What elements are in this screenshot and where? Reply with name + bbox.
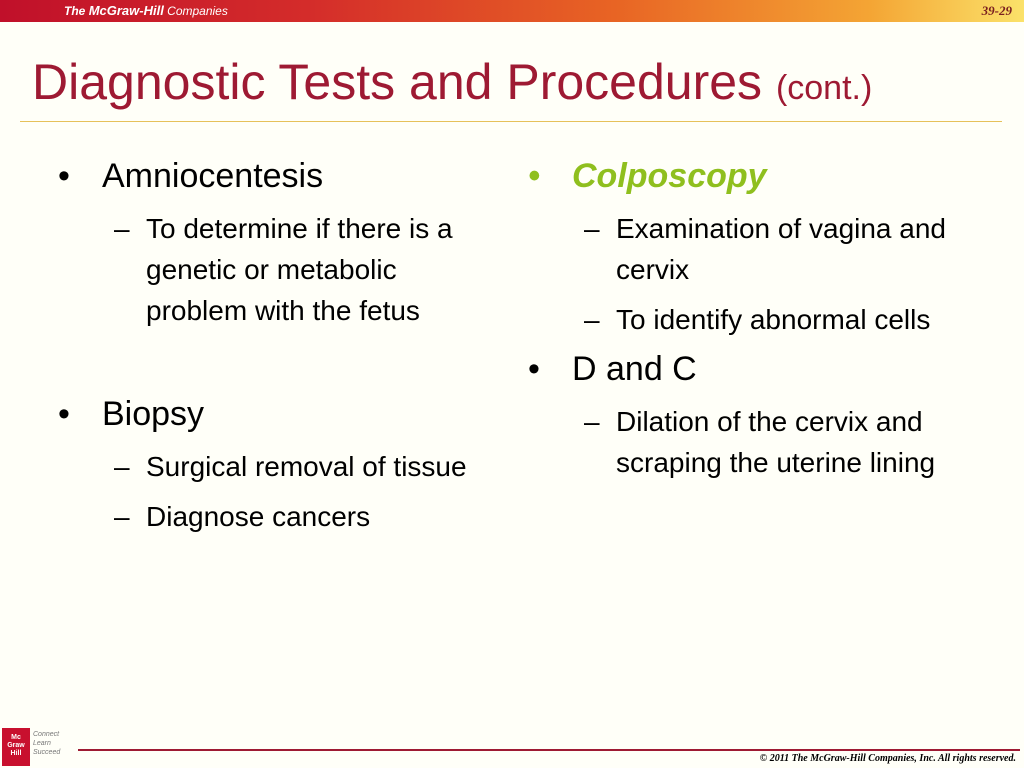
sub-bullet-text: To determine if there is a genetic or metabolic problem with the fetus bbox=[146, 213, 453, 326]
publisher-brand bbox=[64, 3, 228, 18]
logo-text-line: Hill bbox=[10, 750, 22, 757]
sub-bullet-text: Examination of vagina and cervix bbox=[616, 213, 946, 285]
dash-icon: – bbox=[584, 304, 600, 335]
bullet-icon: • bbox=[58, 157, 70, 195]
right-column bbox=[528, 156, 988, 492]
bullet-icon: • bbox=[58, 395, 70, 433]
tagline-line: Succeed bbox=[33, 749, 61, 756]
copyright-notice: © 2011 The McGraw-Hill Companies, Inc. All rights reserved. bbox=[759, 753, 1016, 764]
bullet-d-and-c bbox=[528, 349, 988, 389]
bullet-label: D and C bbox=[572, 350, 697, 388]
sub-bullet bbox=[114, 208, 498, 331]
tagline-line: Learn bbox=[33, 740, 51, 747]
sub-bullet-text: Diagnose cancers bbox=[146, 501, 371, 532]
dash-icon: – bbox=[114, 501, 130, 532]
publisher-tagline bbox=[33, 730, 77, 757]
bullet-icon: • bbox=[528, 350, 540, 388]
bullet-label: Amniocentesis bbox=[102, 157, 324, 195]
brand-name: McGraw-Hill bbox=[88, 3, 164, 18]
sub-bullet bbox=[584, 401, 988, 483]
title-divider bbox=[20, 121, 1002, 122]
bullet-amniocentesis bbox=[58, 156, 498, 196]
logo-text-line: Graw bbox=[7, 742, 25, 749]
tagline-line: Connect bbox=[33, 731, 60, 738]
sub-bullet bbox=[584, 208, 988, 290]
bullet-biopsy bbox=[58, 394, 498, 434]
logo-text-line: Mc bbox=[11, 734, 21, 741]
publisher-logo bbox=[2, 728, 30, 766]
slide-number: 39-29 bbox=[981, 3, 1012, 18]
slide-title-main: Diagnostic Tests and Procedures bbox=[32, 54, 763, 110]
sub-bullet bbox=[114, 496, 498, 537]
dash-icon: – bbox=[114, 213, 130, 244]
brand-the: The bbox=[64, 4, 86, 18]
sub-bullet-text: To identify abnormal cells bbox=[616, 304, 931, 335]
slide-title bbox=[32, 52, 872, 118]
sub-bullet-text: Surgical removal of tissue bbox=[146, 451, 467, 482]
sub-bullet-text: Dilation of the cervix and scraping the uterine lining bbox=[616, 406, 936, 478]
bullet-label: Biopsy bbox=[102, 395, 205, 433]
dash-icon: – bbox=[584, 213, 600, 244]
dash-icon: – bbox=[584, 406, 600, 437]
bullet-icon: • bbox=[528, 157, 540, 195]
dash-icon: – bbox=[114, 451, 130, 482]
sub-bullet bbox=[114, 446, 498, 487]
footer-divider bbox=[78, 749, 1020, 751]
left-column bbox=[58, 156, 498, 546]
bullet-colposcopy bbox=[528, 156, 988, 196]
brand-companies: Companies bbox=[167, 4, 228, 18]
header-bar bbox=[0, 0, 1024, 22]
bullet-label: Colposcopy bbox=[572, 157, 767, 195]
sub-bullet bbox=[584, 299, 988, 340]
slide-title-suffix: (cont.) bbox=[775, 69, 873, 107]
